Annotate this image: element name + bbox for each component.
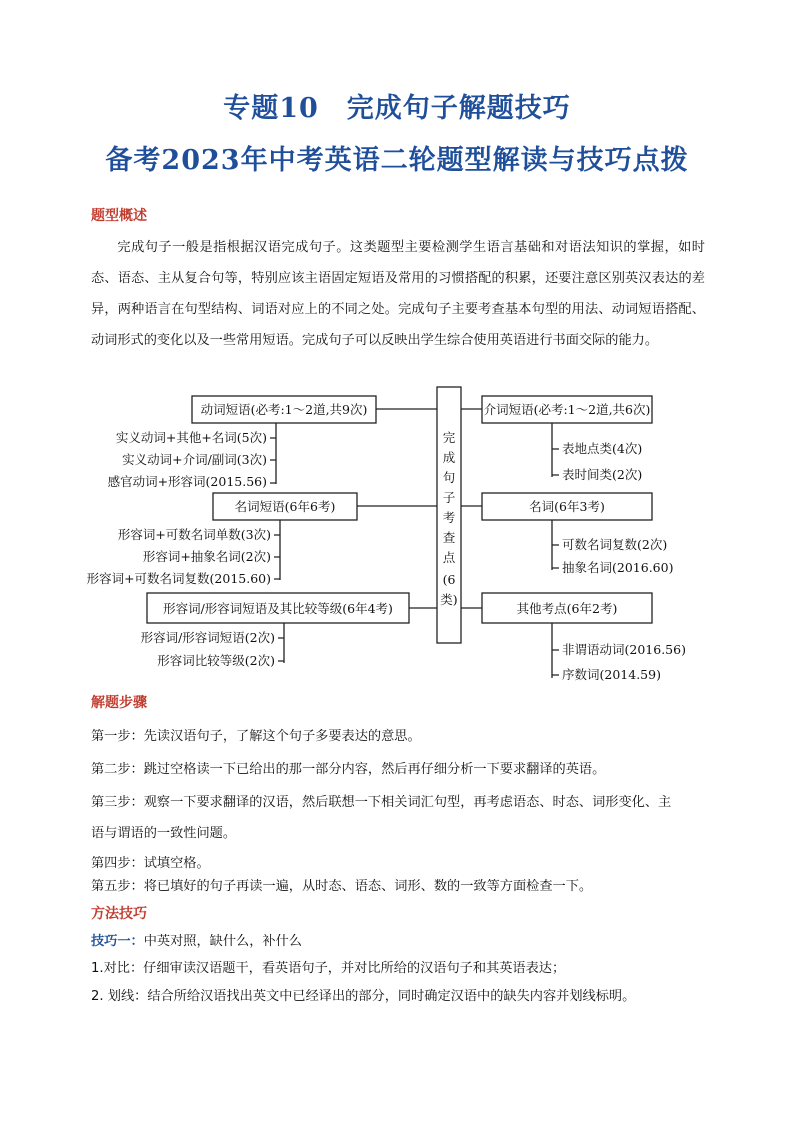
step-2: 第二步：跳过空格读一下已给出的那一部分内容，然后再仔细分析一下要求翻译的英语。 — [91, 762, 606, 777]
center-char: 句 — [442, 470, 456, 485]
center-char: 查 — [442, 530, 456, 545]
center-char: 考 — [442, 510, 456, 525]
left-group-label: 名词短语(6年6考) — [234, 499, 336, 514]
center-char: 子 — [442, 490, 456, 505]
right-item: 抽象名词(2016.60) — [562, 560, 674, 575]
left-item: 实义动词+其他+名词(5次) — [115, 430, 267, 445]
right-item: 表时间类(2次) — [562, 467, 643, 482]
step-4: 第四步：试填空格。 — [91, 856, 210, 871]
exam-points-diagram — [0, 380, 794, 690]
center-char: (6 — [442, 572, 456, 587]
step-3-line-1: 第三步：观察一下要求翻译的汉语，然后联想一下相关词汇句型，再考虑语态、时态、词形变化、主 — [91, 795, 672, 810]
method-item-2: 2. 划线：结合所给汉语找出英文中已经译出的部分，同时确定汉语中的缺失内容并划线标明。 — [91, 989, 636, 1004]
right-item: 表地点类(4次) — [562, 441, 643, 456]
right-item: 非谓语动词(2016.56) — [562, 642, 686, 657]
left-item: 感官动词+形容词(2015.56) — [107, 474, 267, 489]
right-group-label: 名词(6年3考) — [529, 499, 605, 514]
left-item: 形容词/形容词短语(2次) — [140, 630, 275, 645]
left-item: 形容词比较等级(2次) — [157, 653, 275, 668]
page-title-line-2: 备考2023年中考英语二轮题型解读与技巧点拨 — [105, 145, 689, 176]
center-char: 完 — [442, 430, 456, 445]
left-item: 实义动词+介词/副词(3次) — [122, 452, 267, 467]
method-item-1: 1.对比：仔细审读汉语题干，看英语句子，并对比所给的汉语句子和其英语表达； — [91, 961, 566, 976]
step-5: 第五步：将已填好的句子再读一遍，从时态、语态、词形、数的一致等方面检查一下。 — [91, 879, 593, 894]
tip-1-label: 技巧一： — [91, 934, 144, 949]
left-group-label: 形容词/形容词短语及其比较等级(6年4考) — [163, 601, 393, 616]
left-item: 形容词+可数名词复数(2015.60) — [86, 571, 271, 586]
left-group-label: 动词短语(必考:1～2道,共9次) — [200, 402, 368, 417]
right-group-label: 介词短语(必考:1～2道,共6次) — [483, 402, 651, 417]
right-item: 可数名词复数(2次) — [562, 537, 668, 552]
step-3-line-2: 语与谓语的一致性问题。 — [91, 826, 237, 841]
right-group-label: 其他考点(6年2考) — [516, 601, 618, 616]
steps-heading: 解题步骤 — [91, 695, 147, 711]
center-char: 类) — [440, 592, 458, 607]
tip-1 — [91, 930, 302, 949]
right-item: 序数词(2014.59) — [562, 667, 661, 682]
step-1: 第一步：先读汉语句子，了解这个句子多要表达的意思。 — [91, 729, 421, 744]
methods-heading: 方法技巧 — [91, 906, 147, 922]
center-char: 点 — [442, 550, 456, 565]
page-title-line-1: 专题10 完成句子解题技巧 — [223, 93, 571, 124]
left-item: 形容词+可数名词单数(3次) — [117, 527, 271, 542]
overview-paragraph: 完成句子一般是指根据汉语完成句子。这类题型主要检测学生语言基础和对语法知识的掌握，如时态、语态、主从复合句等，特别应该主语固定短语及常用的习惯搭配的积累，还要注意区别英汉表达的差异，两种语言在句型结构、词语对应上的不同之处。完成句子主要考查基本句型的用法、动词短语搭配、动词形式的变化以及一些常用短语。完成句子可以反映出学生综合使用英语进行书面交际的能力。 — [91, 240, 705, 348]
left-item: 形容词+抽象名词(2次) — [142, 549, 271, 564]
overview-heading: 题型概述 — [91, 208, 147, 224]
tip-1-text: 中英对照，缺什么，补什么 — [143, 934, 302, 949]
center-char: 成 — [442, 450, 456, 465]
